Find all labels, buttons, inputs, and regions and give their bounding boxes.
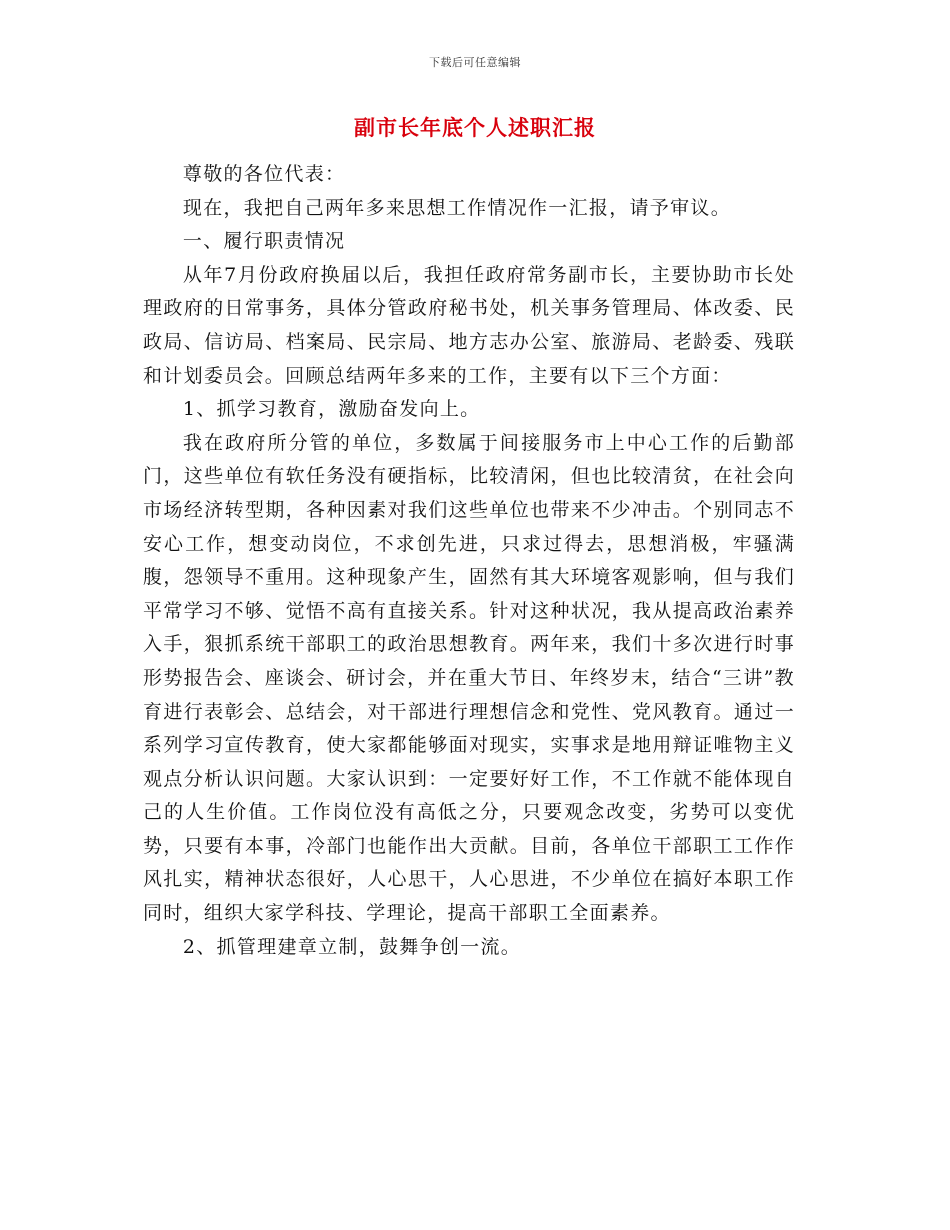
document-body xyxy=(143,158,795,964)
subheading: 1、抓学习教育，激励奋发向上。 xyxy=(182,398,481,421)
body-paragraph: 从年7月份政府换届以后，我担任政府常务副市长，主要协助市长处理政府的日常事务，具体分管政府秘书处，机关事务管理局、体改委、民政局、信访局、档案局、民宗局、地方志办公室、旅游局、老龄委、残联和计划委员会。回顾总结两年多来的工作，主要有以下三个方面： xyxy=(143,263,795,387)
header-note: 下载后可任意编辑 xyxy=(429,56,521,69)
body-paragraph: 我在政府所分管的单位，多数属于间接服务市上中心工作的后勤部门，这些单位有软任务没有硬指标，比较清闲，但也比较清贫，在社会向市场经济转型期，各种因素对我们这些单位也带来不少冲击。个别同志不安心工作，想变动岗位，不求创先进，只求过得去，思想消极，牢骚满腹，怨领导不重用。这种现象产生，固然有其大环境客观影响，但与我们平常学习不够、觉悟不高有直接关系。针对这种状况，我从提高政治素养入手，狠抓系统干部职工的政治思想教育。两年来，我们十多次进行时事形势报告会、座谈会、研讨会，并在重大节日、年终岁末，结合“三讲”教育进行表彰会、总结会，对干部进行理想信念和党性、党风教育。通过一系列学习宣传教育，使大家都能够面对现实，实事求是地用辩证唯物主义观点分析认识问题。大家认识到：一定要好好工作，不工作就不能体现自己的人生价值。工作岗位没有高低之分，只要观念改变，劣势可以变优势，只要有本事，冷部门也能作出大贡献。目前，各单位干部职工工作作风扎实，精神状态很好，人心思干，人心思进，不少单位在搞好本职工作同时，组织大家学科技、学理论，提高干部职工全面素养。 xyxy=(143,431,795,925)
subheading: 2、抓管理建章立制，鼓舞争创一流。 xyxy=(182,935,522,958)
section-heading: 一、履行职责情况 xyxy=(182,230,346,253)
document-title: 副市长年底个人述职汇报 xyxy=(354,116,596,140)
intro-paragraph: 现在，我把自己两年多来思想工作情况作一汇报，请予审议。 xyxy=(182,196,731,219)
salutation: 尊敬的各位代表： xyxy=(182,163,346,185)
